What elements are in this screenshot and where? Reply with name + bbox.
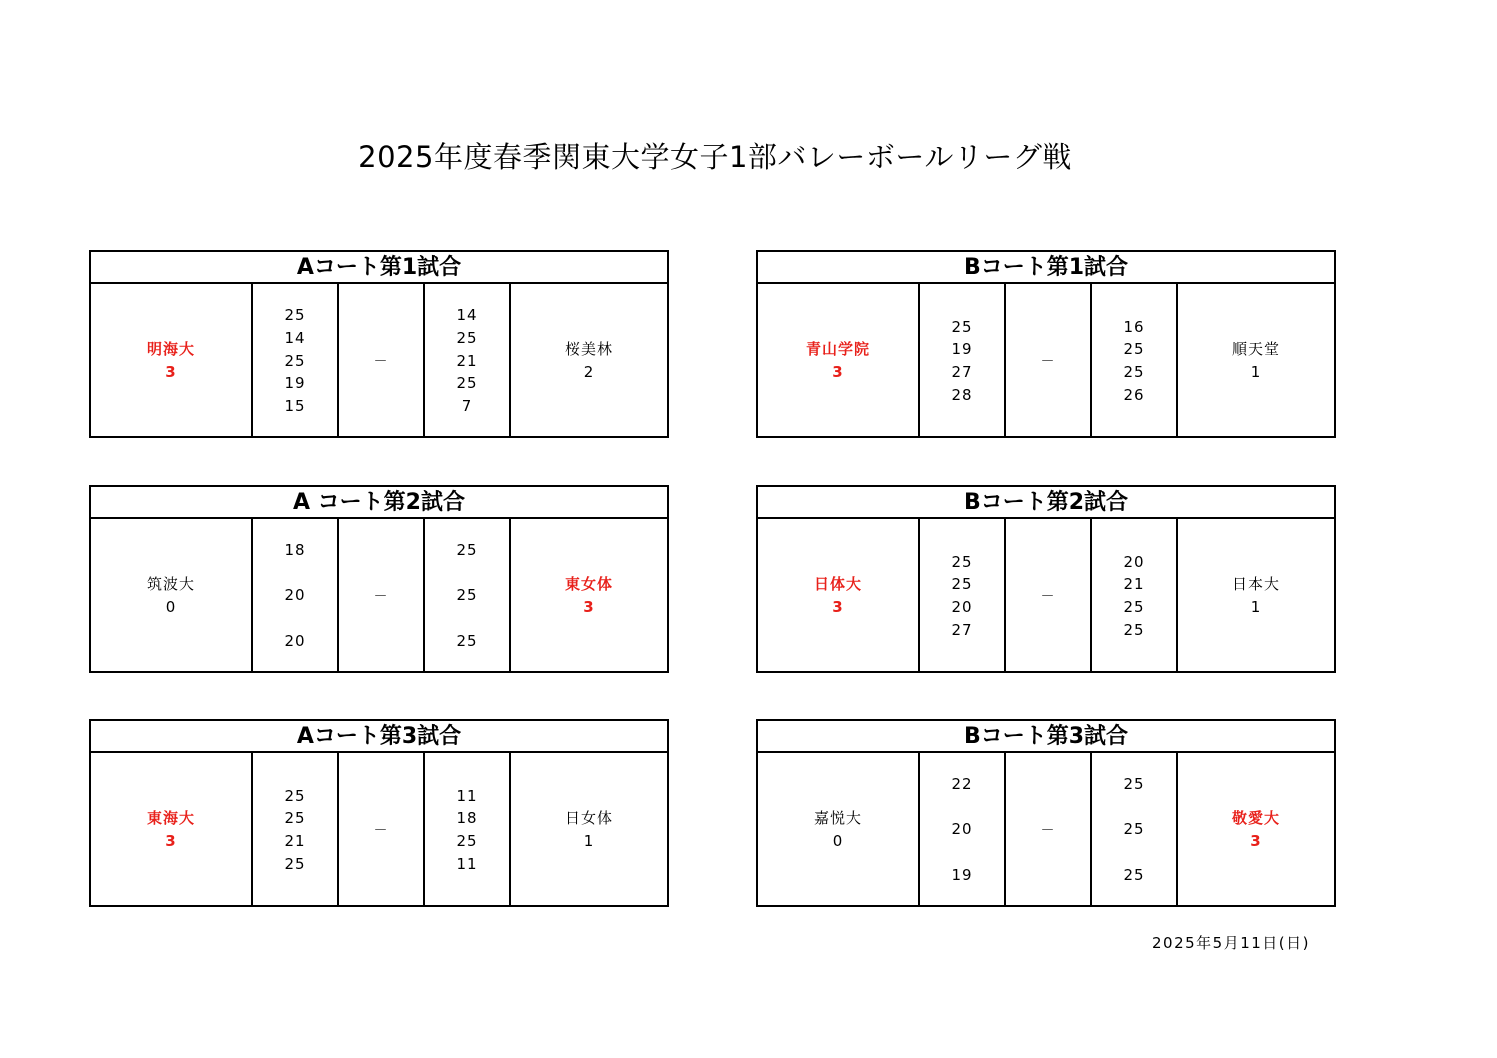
set-score: 20 — [951, 820, 973, 839]
home-set-scores — [920, 284, 1006, 438]
set-score: 20 — [284, 631, 306, 650]
away-set-scores — [425, 519, 511, 673]
vs-dash: － — [1006, 284, 1092, 438]
set-score: 25 — [1123, 620, 1145, 639]
sets-won: 3 — [165, 832, 177, 850]
sets-won: 3 — [832, 598, 844, 616]
set-score: 25 — [456, 631, 478, 650]
sets-won: 2 — [583, 363, 595, 381]
set-score: 25 — [456, 328, 478, 347]
match-b2 — [756, 485, 1336, 673]
home-set-scores — [253, 519, 339, 673]
match-body — [758, 753, 1334, 907]
away-team — [511, 753, 667, 907]
team-name: 桜美林 — [564, 340, 613, 358]
match-body — [758, 519, 1334, 673]
away-set-scores — [1092, 519, 1178, 673]
page-title: 2025年度春季関東大学女子1部バレーボールリーグ戦 — [358, 140, 1072, 174]
home-team — [758, 284, 920, 438]
sets-won: 1 — [583, 832, 595, 850]
team-name: 筑波大 — [146, 575, 195, 593]
vs-dash: － — [339, 753, 425, 907]
match-b3 — [756, 719, 1336, 907]
match-body — [758, 284, 1334, 438]
set-score: 19 — [951, 865, 973, 884]
set-score: 20 — [284, 586, 306, 605]
set-score: 25 — [951, 317, 973, 336]
set-score: 16 — [1123, 317, 1145, 336]
set-score: 25 — [456, 374, 478, 393]
away-team — [1178, 753, 1334, 907]
set-score: 14 — [284, 328, 306, 347]
set-score: 25 — [1123, 865, 1145, 884]
home-team — [91, 519, 253, 673]
team-name: 日本大 — [1231, 575, 1280, 593]
sets-won: 1 — [1250, 363, 1262, 381]
set-score: 18 — [284, 540, 306, 559]
away-team — [1178, 284, 1334, 438]
team-name: 東海大 — [146, 809, 195, 827]
team-name: 東女体 — [564, 575, 613, 593]
set-score: 22 — [951, 774, 973, 793]
away-set-scores — [425, 753, 511, 907]
set-score: 21 — [456, 351, 478, 370]
set-score: 28 — [951, 385, 973, 404]
set-score: 25 — [951, 552, 973, 571]
match-body — [91, 284, 667, 438]
set-score: 19 — [951, 340, 973, 359]
away-team — [511, 284, 667, 438]
set-score: 7 — [461, 397, 473, 416]
set-score: 27 — [951, 620, 973, 639]
vs-dash: － — [339, 284, 425, 438]
team-name: 日体大 — [813, 575, 862, 593]
set-score: 11 — [456, 854, 478, 873]
set-score: 21 — [1123, 575, 1145, 594]
match-date: 2025年5月11日(日) — [1152, 934, 1311, 952]
match-header: Bコート第2試合 — [758, 487, 1334, 519]
match-a2 — [89, 485, 669, 673]
away-set-scores — [1092, 284, 1178, 438]
set-score: 20 — [951, 598, 973, 616]
sets-won: 0 — [832, 832, 844, 850]
home-set-scores — [920, 753, 1006, 907]
sets-won: 3 — [832, 363, 844, 381]
set-score: 20 — [1123, 552, 1145, 571]
set-score: 25 — [284, 351, 306, 370]
match-a1 — [89, 250, 669, 438]
match-header: Aコート第1試合 — [91, 252, 667, 284]
home-team — [758, 753, 920, 907]
vs-dash: － — [1006, 519, 1092, 673]
sets-won: 3 — [583, 598, 595, 616]
set-score: 25 — [284, 854, 306, 873]
match-header: Aコート第3試合 — [91, 721, 667, 753]
match-body — [91, 753, 667, 907]
set-score: 18 — [456, 809, 478, 828]
set-score: 25 — [1123, 820, 1145, 839]
sets-won: 3 — [165, 363, 177, 381]
home-team — [91, 284, 253, 438]
set-score: 25 — [284, 306, 306, 325]
set-score: 25 — [456, 586, 478, 605]
home-set-scores — [253, 753, 339, 907]
set-score: 15 — [284, 397, 306, 416]
set-score: 25 — [951, 575, 973, 594]
set-score: 25 — [284, 809, 306, 828]
set-score: 25 — [1123, 774, 1145, 793]
team-name: 明海大 — [146, 340, 195, 358]
set-score: 25 — [1123, 598, 1145, 616]
set-score: 25 — [456, 540, 478, 559]
match-body — [91, 519, 667, 673]
team-name: 敬愛大 — [1231, 809, 1280, 827]
away-team — [1178, 519, 1334, 673]
set-score: 11 — [456, 786, 478, 805]
home-team — [91, 753, 253, 907]
team-name: 嘉悦大 — [813, 809, 862, 827]
match-header: Bコート第3試合 — [758, 721, 1334, 753]
sets-won: 3 — [1250, 832, 1262, 850]
away-set-scores — [1092, 753, 1178, 907]
set-score: 21 — [284, 832, 306, 850]
home-team — [758, 519, 920, 673]
away-set-scores — [425, 284, 511, 438]
set-score: 25 — [456, 832, 478, 850]
team-name: 青山学院 — [805, 340, 870, 358]
set-score: 25 — [284, 786, 306, 805]
match-b1 — [756, 250, 1336, 438]
sets-won: 1 — [1250, 598, 1262, 616]
set-score: 27 — [951, 363, 973, 381]
set-score: 14 — [456, 306, 478, 325]
home-set-scores — [920, 519, 1006, 673]
match-header: Bコート第1試合 — [758, 252, 1334, 284]
home-set-scores — [253, 284, 339, 438]
set-score: 19 — [284, 374, 306, 393]
set-score: 26 — [1123, 385, 1145, 404]
match-a3 — [89, 719, 669, 907]
vs-dash: － — [1006, 753, 1092, 907]
sets-won: 0 — [165, 598, 177, 616]
away-team — [511, 519, 667, 673]
team-name: 順天堂 — [1231, 340, 1280, 358]
team-name: 日女体 — [564, 809, 613, 827]
set-score: 25 — [1123, 363, 1145, 381]
vs-dash: － — [339, 519, 425, 673]
match-header: A コート第2試合 — [91, 487, 667, 519]
set-score: 25 — [1123, 340, 1145, 359]
